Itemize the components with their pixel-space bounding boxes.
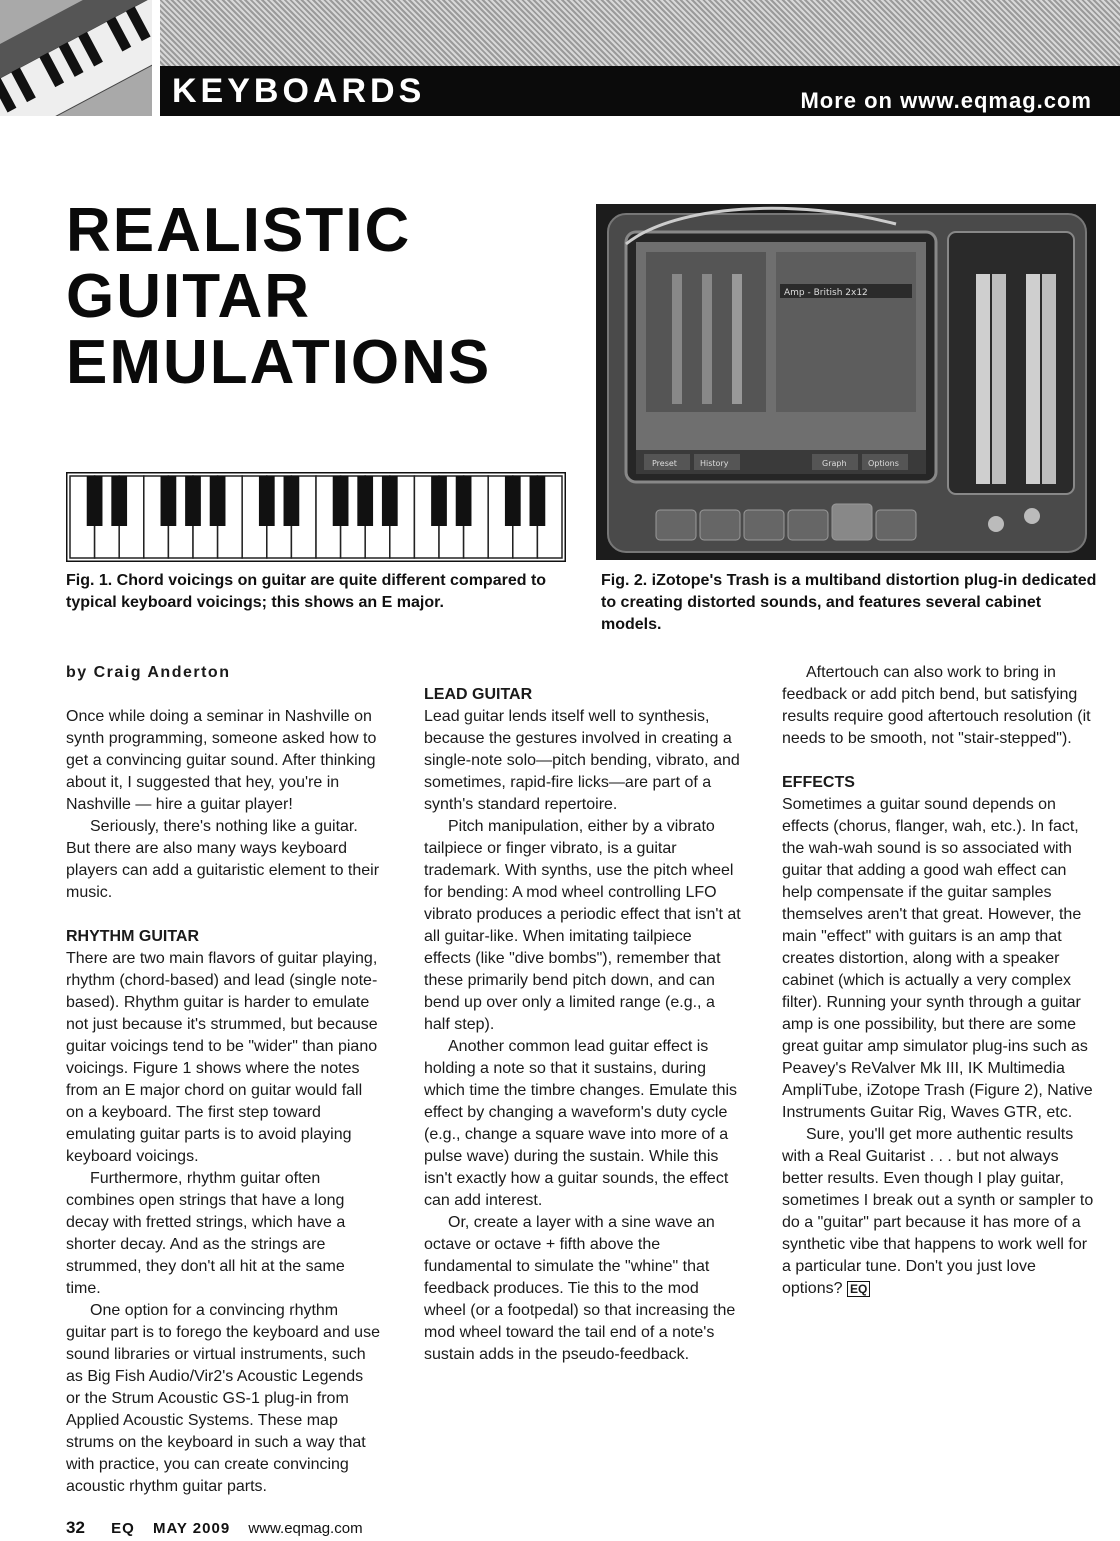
section-title: KEYBOARDS — [172, 72, 426, 110]
title-line-3: EMULATIONS — [66, 328, 492, 397]
header-keyboard-photo — [0, 0, 152, 116]
column-1 — [66, 662, 381, 1498]
black-key — [161, 476, 177, 526]
issue-date: MAY 2009 — [152, 1520, 231, 1537]
header-pattern — [160, 0, 1120, 66]
black-key — [456, 476, 472, 526]
black-key — [505, 476, 521, 526]
paragraph-3: There are two main flavors of guitar playing, rhythm (chord-based) and lead (single note-based). Rhythm guitar is harder to emulate not just because it's strummed, but because guitar voicings tend to be "wider" than piano voicings. Figure 1 shows where the notes from an E major chord on guitar would fall on a keyboard. The first step toward emulating guitar parts is to avoid playing keyboard voicings. — [66, 950, 378, 1165]
byline: by Craig Anderton — [66, 664, 231, 681]
black-key — [210, 476, 226, 526]
paragraph-6: Lead guitar lends itself well to synthesis, because the gestures involved in creating a single-note solo—pitch bending, vibrato, and sometimes, rapid-fire licks—are part of a synth's standard repertoire. — [424, 708, 740, 813]
black-key — [284, 476, 300, 526]
plugin-options-button: Options — [868, 459, 899, 468]
plugin-history-button: History — [700, 459, 729, 468]
black-key — [431, 476, 447, 526]
page-footer — [66, 1518, 363, 1538]
black-key — [333, 476, 349, 526]
keyboard-diagram — [66, 472, 566, 562]
paragraph-10: Aftertouch can also work to bring in feedback or add pitch bend, but satisfying results require good aftertouch resolution (it needs to be smooth, not "stair-stepped"). — [782, 664, 1091, 747]
black-key — [185, 476, 201, 526]
eq-end-mark: EQ — [847, 1281, 870, 1297]
paragraph-5: One option for a convincing rhythm guitar part is to forego the keyboard and use sound libraries or virtual instruments, such as Big Fish Audio/Vir2's Acoustic Legends or the Strum Acoustic GS-1 plug-in from Applied Acoustic Systems. These map strums on the keyboard in such a way that with practice, you can create convincing acoustic rhythm guitar parts. — [66, 1302, 380, 1495]
magazine-logo: EQ — [111, 1520, 135, 1537]
heading-effects: EFFECTS — [782, 774, 855, 791]
page-number: 32 — [66, 1518, 85, 1537]
paragraph-9: Or, create a layer with a sine wave an octave or octave + fifth above the fundamental to simulate the "whine" that feedback produces. Tie this to the mod wheel (or a footpedal) so that increasing the mod wheel toward the tail end of a note's sustain adds in the pseudo-feedback. — [424, 1214, 736, 1363]
black-key — [111, 476, 127, 526]
paragraph-1: Once while doing a seminar in Nashville on synth programming, someone asked how to get a convincing guitar sound. After thinking about it, I suggested that hey, you're in Nashville — hire a guitar player! — [66, 708, 377, 813]
figure-2-plugin-screenshot — [596, 204, 1096, 560]
paragraph-8: Another common lead guitar effect is holding a note so that it sustains, during which time the timbre changes. Emulate this effect by changing a waveform's duty cycle (e.g., change a square wave into more of a pulse wave) during the sustain. While this isn't exactly how a guitar sounds, the effect can add interest. — [424, 1038, 738, 1209]
black-key — [259, 476, 275, 526]
black-key — [87, 476, 103, 526]
column-2 — [424, 662, 742, 1366]
paragraph-11: Sometimes a guitar sound depends on effects (chorus, flanger, wah, etc.). In fact, the wah-wah sound is so associated with guitar that adding a good wah effect can help compensate if the guitar samples themselves aren't that great. However, the main "effect" with guitars is an amp that creates distortion, along with a speaker cabinet (which is actually a very complex filter). Running your synth through a guitar amp is one possibility, but there are some great guitar amp simulator plug-ins such as Peavey's ReValver Mk III, IK Multimedia AmpliTube, iZotope Trash (Figure 2), Native Instruments Guitar Rig, Waves GTR, etc. — [782, 796, 1093, 1121]
title-line-2: GUITAR — [66, 262, 312, 331]
paragraph-12 — [782, 1124, 1100, 1300]
heading-rhythm-guitar: RHYTHM GUITAR — [66, 928, 200, 945]
figure-2-caption: Fig. 2. iZotope's Trash is a multiband distortion plug-in dedicated to creating distorted sounds, and features several cabinet models. — [601, 572, 1097, 633]
paragraph-2: Seriously, there's nothing like a guitar. But there are also many ways keyboard players can add a guitaristic element to their music. — [66, 818, 380, 901]
plugin-amp-label: Amp - British 2x12 — [784, 288, 868, 298]
figure-1-keyboard — [66, 472, 566, 562]
black-key — [530, 476, 546, 526]
paragraph-12-text: Sure, you'll get more authentic results with a Real Guitarist . . . but not always better results. Even though I play guitar, sometimes I break out a synth or sampler to do a "guitar" part because it has more of a synthetic vibe that happens to work well for a particular tune. Don't you just love options? — [782, 1126, 1094, 1297]
black-key — [357, 476, 373, 526]
article-title — [66, 198, 586, 396]
heading-lead-guitar: LEAD GUITAR — [424, 686, 533, 703]
plugin-graph-button: Graph — [822, 459, 847, 468]
title-line-1: REALISTIC — [66, 196, 412, 265]
footer-url[interactable]: www.eqmag.com — [248, 1520, 363, 1537]
paragraph-7: Pitch manipulation, either by a vibrato tailpiece or finger vibrato, is a guitar trademark. With synths, use the pitch wheel for bending: A mod wheel controlling LFO vibrato produces a periodic effect that isn't at all guitar-like. When imitating tailpiece effects (like "dive bombs"), remember that these primarily bend pitch down, and can bend up over only a limited range (e.g., a half step). — [424, 818, 741, 1033]
figure-1-caption: Fig. 1. Chord voicings on guitar are quite different compared to typical keyboard voicings; this shows an E major. — [66, 572, 547, 611]
paragraph-4: Furthermore, rhythm guitar often combines open strings that have a long decay with fretted strings, which have a shorter decay. And as the strings are strummed, they don't all hit at the same time. — [66, 1170, 346, 1297]
black-key — [382, 476, 398, 526]
website-link[interactable]: More on www.eqmag.com — [800, 88, 1092, 113]
plugin-preset-button: Preset — [652, 459, 677, 468]
column-3 — [782, 662, 1100, 1300]
